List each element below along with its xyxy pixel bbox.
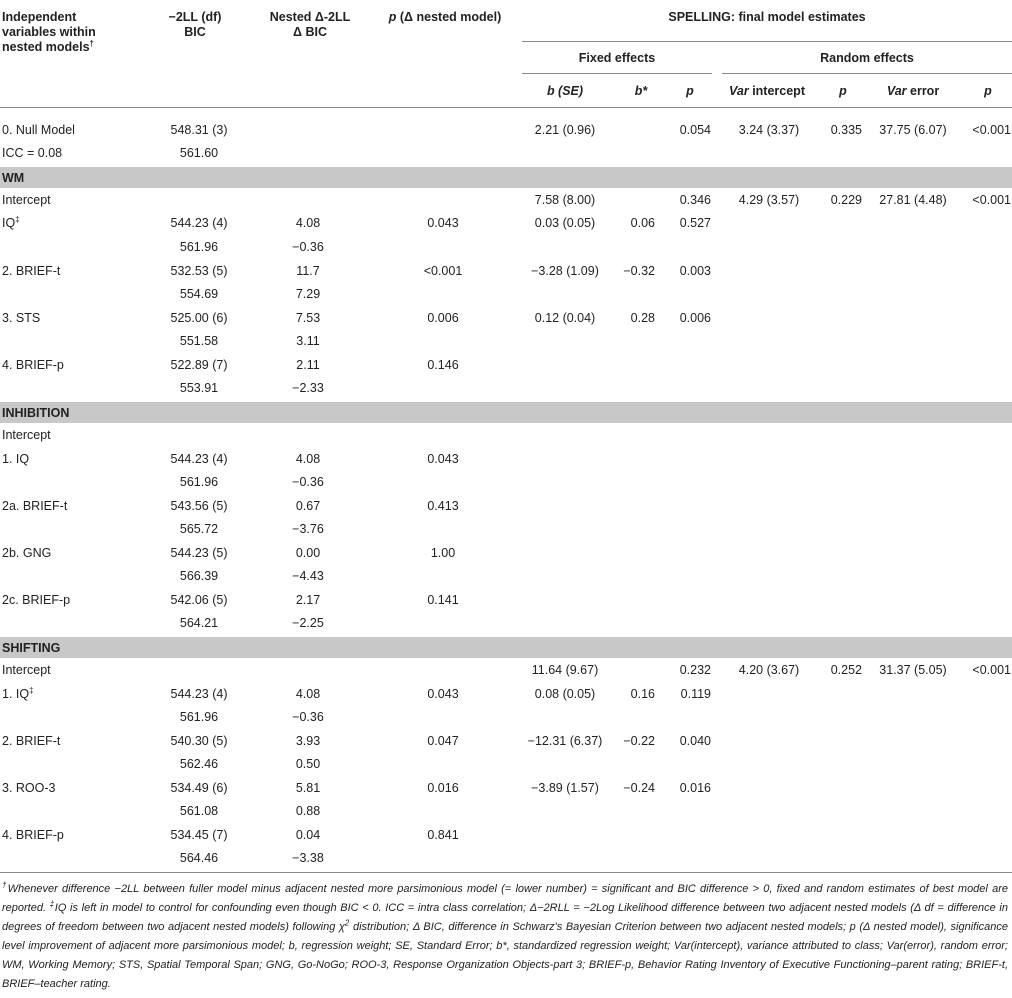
cell-b-star: 0.28 xyxy=(630,311,655,325)
row-label xyxy=(2,827,64,843)
row-label xyxy=(2,733,60,749)
header-fixed-effects: Fixed effects xyxy=(578,51,656,65)
cell-2ll-bic: 525.00 (6) xyxy=(170,311,228,325)
footnote-chi-sq: 2 xyxy=(344,918,350,928)
cell-p-nested: <0.001 xyxy=(423,264,463,278)
cell-2ll-bic: 561.60 xyxy=(179,146,219,160)
section-band-shifting xyxy=(0,637,1012,658)
cell-nested-delta: −0.36 xyxy=(292,240,324,254)
cell-b-star: 0.16 xyxy=(630,687,655,701)
cell-2ll-bic: 532.53 (5) xyxy=(170,264,228,278)
row-label-text: 3. STS xyxy=(2,311,41,325)
cell-2ll-bic: 534.49 (6) xyxy=(170,781,228,795)
cell-p-nested: 0.043 xyxy=(427,452,459,466)
cell-nested-delta: 5.81 xyxy=(295,781,321,795)
cell-nested-delta: 2.17 xyxy=(295,593,321,607)
cell-2ll-bic: 534.45 (7) xyxy=(170,828,228,842)
row-label-text: 2. BRIEF-t xyxy=(2,264,61,278)
cell-b-star: −0.32 xyxy=(623,264,655,278)
cell-var-error: 31.37 (5.05) xyxy=(879,663,947,677)
cell-2ll-bic: 548.31 (3) xyxy=(170,123,228,137)
cell-nested-delta: 0.00 xyxy=(295,546,321,560)
cell-p-nested: 0.141 xyxy=(427,593,459,607)
header-col-p-nested xyxy=(375,10,515,25)
cell-b-se: −3.28 (1.09) xyxy=(531,264,599,278)
cell-2ll-bic: 561.96 xyxy=(179,710,219,724)
cell-nested-delta: 4.08 xyxy=(295,452,321,466)
cell-b-se: 0.08 (0.05) xyxy=(534,687,596,701)
rule-spelling xyxy=(522,41,1012,42)
row-label xyxy=(2,263,60,279)
cell-nested-delta: 7.29 xyxy=(295,287,321,301)
cell-p-fixed: 0.006 xyxy=(679,311,711,325)
row-label xyxy=(2,215,20,231)
table-footnote xyxy=(2,880,1008,994)
cell-nested-delta: 11.7 xyxy=(296,264,320,278)
row-label-text: Intercept xyxy=(2,428,51,442)
header-col1-line2: variables within xyxy=(2,25,96,39)
cell-b-se: 0.12 (0.04) xyxy=(534,311,596,325)
cell-nested-delta: 4.08 xyxy=(295,687,321,701)
cell-p-fixed: 0.232 xyxy=(679,663,711,677)
subheader-b-se: b (SE) xyxy=(546,84,584,98)
cell-nested-delta: −2.33 xyxy=(292,381,324,395)
cell-p-fixed: 0.346 xyxy=(679,193,711,207)
cell-nested-delta: 7.53 xyxy=(295,311,321,325)
row-label xyxy=(2,192,51,208)
cell-p-fixed: 0.527 xyxy=(679,216,711,230)
rule-random xyxy=(722,73,1012,74)
cell-p-nested: 0.006 xyxy=(427,311,459,325)
cell-2ll-bic: 543.56 (5) xyxy=(170,499,228,513)
footnote-ddagger: ‡ xyxy=(49,899,55,909)
row-label xyxy=(2,145,62,161)
cell-nested-delta: −0.36 xyxy=(292,475,324,489)
subheader-p-fixed: p xyxy=(686,84,694,98)
cell-2ll-bic: 551.58 xyxy=(179,334,219,348)
cell-2ll-bic: 566.39 xyxy=(179,569,219,583)
cell-p-error: <0.001 xyxy=(972,663,1011,677)
row-label xyxy=(2,545,51,561)
section-title-wm: WM xyxy=(2,171,25,185)
cell-nested-delta: 0.50 xyxy=(295,757,321,771)
row-label-text: 2a. BRIEF-t xyxy=(2,499,68,513)
cell-p-nested: 0.016 xyxy=(427,781,459,795)
cell-b-se: 7.58 (8.00) xyxy=(534,193,596,207)
row-label-text: 3. ROO-3 xyxy=(2,781,56,795)
cell-2ll-bic: 544.23 (4) xyxy=(170,216,228,230)
cell-b-se: −3.89 (1.57) xyxy=(531,781,599,795)
row-label xyxy=(2,122,75,138)
subheader-var-error xyxy=(887,83,939,99)
cell-nested-delta: 0.88 xyxy=(295,804,321,818)
cell-b-se: 2.21 (0.96) xyxy=(534,123,596,137)
footnote-dagger: † xyxy=(2,880,8,890)
cell-2ll-bic: 544.23 (4) xyxy=(170,452,228,466)
header-col1-line1: Independent xyxy=(2,10,77,24)
cell-var-intercept: 4.29 (3.57) xyxy=(738,193,800,207)
cell-2ll-bic: 564.21 xyxy=(179,616,219,630)
header-col1-line3 xyxy=(2,40,142,55)
cell-p-nested: 0.043 xyxy=(427,216,459,230)
cell-p-random: 0.252 xyxy=(830,663,862,677)
row-label xyxy=(2,451,29,467)
cell-nested-delta: −3.76 xyxy=(292,522,324,536)
dagger-mark: † xyxy=(89,38,94,48)
cell-p-nested: 0.841 xyxy=(427,828,459,842)
footnote-part2: IQ is left in model to control for confounding even though BIC < 0. ICC = intra class correlation; Δ−2RLL = −2Log Likelihood difference between two adjacent nested models (Δ df = difference in degrees of freedom between two adjacent nested models) following χ xyxy=(2,902,1008,933)
cell-nested-delta: 0.04 xyxy=(295,828,321,842)
cell-2ll-bic: 544.23 (5) xyxy=(170,546,228,560)
cell-b-star: 0.06 xyxy=(630,216,655,230)
cell-p-fixed: 0.016 xyxy=(679,781,711,795)
cell-nested-delta: 4.08 xyxy=(295,216,321,230)
footnote-part3: distribution; Δ BIC, difference in Schwarz's Bayesian Criterion between two adjacent nested models; p (Δ nested model), significance level improvement of adjacent more parsimonious model; b, regression weight; SE, Standard Error; b*, standardized regression weight; Var(intercept), variance attributed to class; Var(error), random error; WM, Working Memory; STS, Spatial Temporal Span; GNG, Go-NoGo; ROO-3, Response Organization Objects-part 3; BRIEF-p, Behavior Rating Inventory of Executive Functioning–parent rating; BRIEF-t, BRIEF–teacher rating. xyxy=(2,921,1008,990)
cell-2ll-bic: 561.96 xyxy=(179,240,219,254)
cell-p-fixed: 0.040 xyxy=(679,734,711,748)
cell-2ll-bic: 554.69 xyxy=(179,287,219,301)
cell-p-error: <0.001 xyxy=(972,123,1011,137)
header-col3-line2: Δ BIC xyxy=(293,25,327,39)
header-col1-line3-text: nested models xyxy=(2,40,90,54)
subheader-p-error: p xyxy=(984,84,992,98)
cell-p-error: <0.001 xyxy=(972,193,1011,207)
header-col-variables xyxy=(2,10,142,55)
cell-2ll-bic: 544.23 (4) xyxy=(170,687,228,701)
subheader-b-star: b* xyxy=(634,84,648,98)
cell-var-error: 37.75 (6.07) xyxy=(879,123,947,137)
section-band-wm xyxy=(0,167,1012,188)
subheader-var-err-a: Var xyxy=(886,84,907,98)
cell-p-nested: 0.047 xyxy=(427,734,459,748)
cell-p-nested: 0.146 xyxy=(427,358,459,372)
cell-b-se: 11.64 (9.67) xyxy=(531,663,599,677)
cell-nested-delta: −3.38 xyxy=(292,851,324,865)
row-label xyxy=(2,662,51,678)
footnote-part1: Whenever difference −2LL between fuller model minus adjacent nested more parsimonious model (= lower number) = significant and BIC difference > 0, fixed and random estimates of best model are reported. xyxy=(2,883,1008,914)
header-col-nested xyxy=(255,10,365,40)
section-title-inhibition: INHIBITION xyxy=(2,406,70,420)
cell-b-se: 0.03 (0.05) xyxy=(534,216,596,230)
row-label-text: 1. IQ xyxy=(2,687,30,701)
row-label-text: 2. BRIEF-t xyxy=(2,734,61,748)
subheader-var-b: intercept xyxy=(748,84,805,98)
subheader-var-intercept xyxy=(729,83,805,99)
row-label-text: 0. Null Model xyxy=(2,123,75,137)
cell-p-fixed: 0.003 xyxy=(679,264,711,278)
cell-nested-delta: 3.11 xyxy=(296,334,320,348)
cell-var-error: 27.81 (4.48) xyxy=(879,193,947,207)
cell-2ll-bic: 564.46 xyxy=(179,851,219,865)
cell-nested-delta: −4.43 xyxy=(292,569,324,583)
row-label-text: 4. BRIEF-p xyxy=(2,828,64,842)
subheader-var-a: Var xyxy=(729,84,749,98)
row-label-text: 2b. GNG xyxy=(2,546,52,560)
row-label xyxy=(2,686,34,702)
cell-nested-delta: 0.67 xyxy=(295,499,321,513)
cell-b-star: −0.22 xyxy=(623,734,655,748)
subheader-p-random: p xyxy=(839,84,847,98)
header-col2-line2: BIC xyxy=(184,25,206,39)
header-col4-rest: (Δ nested model) xyxy=(396,10,502,24)
subheader-var-err-b: error xyxy=(906,84,940,98)
cell-p-nested: 1.00 xyxy=(430,546,456,560)
cell-p-fixed: 0.119 xyxy=(680,687,711,701)
cell-var-intercept: 3.24 (3.37) xyxy=(738,123,800,137)
row-label xyxy=(2,592,70,608)
cell-2ll-bic: 561.96 xyxy=(179,475,219,489)
row-label xyxy=(2,498,67,514)
cell-2ll-bic: 522.89 (7) xyxy=(170,358,228,372)
header-col4-p: p xyxy=(388,10,397,24)
cell-nested-delta: 3.93 xyxy=(295,734,321,748)
cell-2ll-bic: 561.08 xyxy=(179,804,219,818)
double-dagger-mark: ‡ xyxy=(29,685,34,695)
cell-p-fixed: 0.054 xyxy=(679,123,711,137)
row-label-text: ICC = 0.08 xyxy=(2,146,63,160)
rule-table-bottom xyxy=(0,872,1012,873)
row-label-text: 2c. BRIEF-p xyxy=(2,593,71,607)
cell-nested-delta: 2.11 xyxy=(296,358,320,372)
row-label xyxy=(2,780,56,796)
header-col3-line1: Nested Δ-2LL xyxy=(269,10,351,24)
header-spelling: SPELLING: final model estimates xyxy=(668,10,866,24)
cell-2ll-bic: 562.46 xyxy=(179,757,219,771)
cell-2ll-bic: 565.72 xyxy=(179,522,219,536)
section-band-inhibition xyxy=(0,402,1012,423)
header-col2-line1: −2LL (df) xyxy=(168,10,222,24)
cell-p-nested: 0.043 xyxy=(427,687,459,701)
header-col-2ll xyxy=(140,10,250,40)
cell-2ll-bic: 540.30 (5) xyxy=(170,734,228,748)
row-label xyxy=(2,357,64,373)
row-label-text: 4. BRIEF-p xyxy=(2,358,64,372)
double-dagger-mark: ‡ xyxy=(15,214,20,224)
row-label xyxy=(2,427,51,443)
cell-2ll-bic: 553.91 xyxy=(179,381,219,395)
row-label-text: Intercept xyxy=(2,193,51,207)
row-label-text: IQ xyxy=(2,216,16,230)
header-random-effects: Random effects xyxy=(820,51,914,65)
rule-fixed xyxy=(522,73,712,74)
cell-nested-delta: −2.25 xyxy=(292,616,324,630)
cell-b-se: −12.31 (6.37) xyxy=(527,734,603,748)
cell-var-intercept: 4.20 (3.67) xyxy=(738,663,800,677)
cell-p-nested: 0.413 xyxy=(427,499,459,513)
cell-nested-delta: −0.36 xyxy=(292,710,324,724)
row-label-text: Intercept xyxy=(2,663,51,677)
cell-p-random: 0.229 xyxy=(830,193,862,207)
cell-b-star: −0.24 xyxy=(623,781,655,795)
cell-2ll-bic: 542.06 (5) xyxy=(170,593,228,607)
cell-p-random: 0.335 xyxy=(830,123,862,137)
row-label-text: 1. IQ xyxy=(2,452,30,466)
rule-header-bottom xyxy=(0,107,1012,108)
row-label xyxy=(2,310,40,326)
section-title-shifting: SHIFTING xyxy=(2,641,61,655)
